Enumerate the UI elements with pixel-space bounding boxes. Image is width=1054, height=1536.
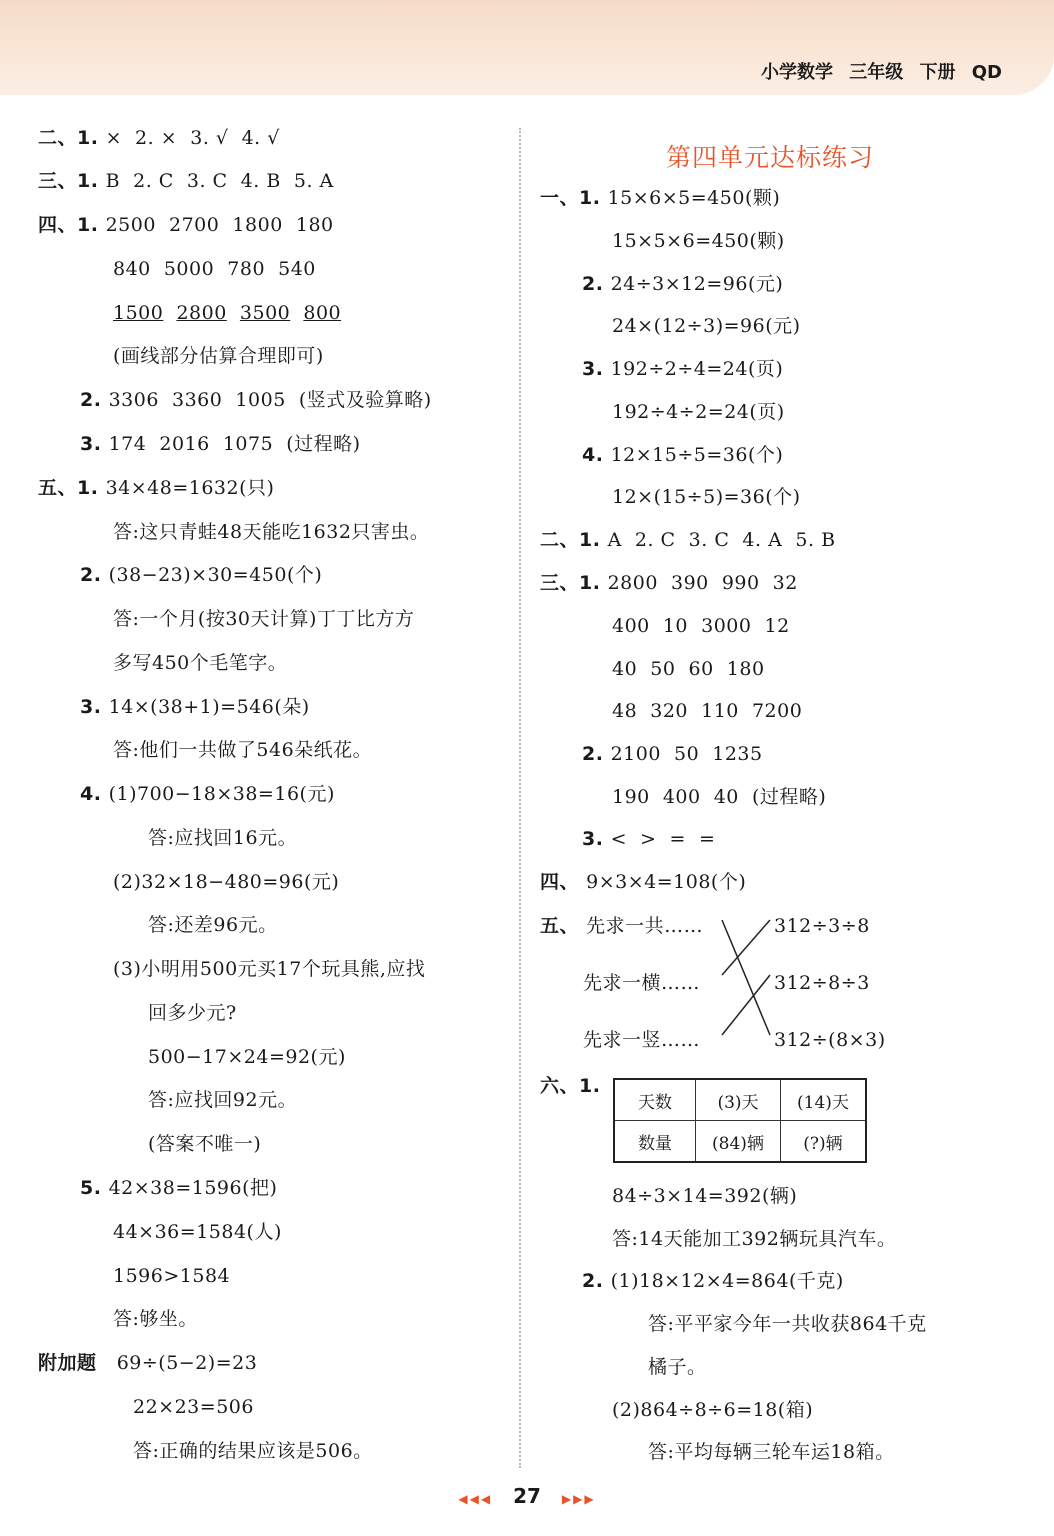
answer-text: 先求一横…… bbox=[583, 972, 701, 994]
right-answer-line bbox=[582, 271, 783, 297]
table-cell: (14)天 bbox=[781, 1079, 867, 1121]
right-answer-line bbox=[540, 913, 703, 939]
question-label: 六、1. bbox=[540, 1075, 608, 1097]
answer-text: × 2. × 3. √ 4. √ bbox=[105, 127, 280, 149]
answer-text: 3306 3360 1005 (竖式及验算略) bbox=[108, 389, 432, 411]
right-answer-line bbox=[540, 869, 746, 895]
next-marks: ▶▶▶ bbox=[561, 1492, 596, 1506]
answer-text: 1596>1584 bbox=[113, 1265, 231, 1287]
answer-text: 42×38=1596(把) bbox=[108, 1177, 278, 1199]
left-answer-line bbox=[113, 1306, 198, 1332]
question-label: 2. bbox=[582, 743, 611, 765]
answer-text: (1)18×12×4=864(千克) bbox=[610, 1270, 844, 1292]
left-answer-line bbox=[113, 1219, 282, 1245]
answer-text: 192÷2÷4=24(页) bbox=[610, 358, 784, 380]
answer-text: 先求一竖…… bbox=[583, 1029, 701, 1051]
right-answer-line bbox=[582, 442, 783, 468]
answer-text: 答:应找回16元。 bbox=[148, 827, 298, 849]
left-answer-line bbox=[38, 168, 334, 194]
answer-text: 400 10 3000 12 bbox=[612, 615, 790, 637]
right-answer-line bbox=[612, 399, 785, 425]
question-label: 二、1. bbox=[540, 529, 608, 551]
answer-text: 2100 50 1235 bbox=[610, 743, 763, 765]
left-answer-line bbox=[38, 475, 274, 501]
question-label: 二、1. bbox=[38, 127, 106, 149]
right-answer-line bbox=[612, 228, 785, 254]
right-answer-line bbox=[612, 1397, 813, 1423]
left-answer-line bbox=[113, 1263, 230, 1289]
answer-text: < > = = bbox=[610, 828, 716, 850]
question-label: 2. bbox=[80, 564, 109, 586]
right-answer-line bbox=[648, 1439, 895, 1465]
section-title: 第四单元达标练习 bbox=[665, 143, 874, 172]
right-answer-line bbox=[612, 784, 826, 810]
answer-text: 12×15÷5=36(个) bbox=[610, 444, 784, 466]
answer-text: 312÷(8×3) bbox=[774, 1029, 886, 1051]
right-answer-line bbox=[583, 1027, 700, 1053]
answer-text: 192÷4÷2=24(页) bbox=[612, 401, 785, 423]
question-label: 3. bbox=[582, 828, 611, 850]
right-answer-line bbox=[582, 356, 783, 382]
left-answer-line bbox=[148, 1000, 237, 1026]
answer-text: 答:这只青蛙48天能吃1632只害虫。 bbox=[113, 521, 430, 543]
answer-text: 48 320 110 7200 bbox=[612, 700, 803, 722]
answer-text: 答:还差96元。 bbox=[148, 914, 278, 936]
table-cell: (84)辆 bbox=[696, 1121, 781, 1163]
table-row bbox=[614, 1079, 866, 1121]
question-label: 5. bbox=[80, 1177, 109, 1199]
matching-lines bbox=[712, 915, 782, 1045]
left-answer-line bbox=[148, 912, 278, 938]
underlined-estimate: 3500 bbox=[239, 302, 291, 324]
answer-text: 15×5×6=450(颗) bbox=[612, 230, 785, 252]
answer-text: 500−17×24=92(元) bbox=[148, 1046, 346, 1068]
right-answer-line bbox=[582, 826, 715, 852]
left-answer-line bbox=[80, 1175, 277, 1201]
data-table bbox=[613, 1078, 867, 1163]
left-answer-line bbox=[38, 212, 334, 238]
answer-text: 312÷8÷3 bbox=[774, 972, 870, 994]
left-answer-line bbox=[80, 387, 432, 413]
left-answer-line bbox=[113, 343, 324, 369]
left-answer-line bbox=[113, 737, 372, 763]
answer-text: A 2. C 3. C 4. A 5. B bbox=[607, 529, 836, 551]
question-label: 4. bbox=[582, 444, 611, 466]
left-answer-line bbox=[113, 650, 287, 676]
running-header: 小学数学 三年级 下册 QD bbox=[760, 62, 1002, 83]
answer-text: 14×(38+1)=546(朵) bbox=[108, 696, 310, 718]
page-footer bbox=[0, 1484, 1054, 1508]
left-answer-line bbox=[148, 1087, 297, 1113]
answer-text: 答:平均每辆三轮车运18箱。 bbox=[648, 1441, 895, 1463]
right-answer-line bbox=[612, 698, 802, 724]
right-answer-line bbox=[540, 185, 780, 211]
left-answer-line bbox=[113, 519, 429, 545]
left-answer-line bbox=[113, 869, 339, 895]
right-answer-line bbox=[648, 1354, 707, 1380]
left-answer-line bbox=[113, 606, 414, 632]
answer-text: 34×48=1632(只) bbox=[105, 477, 275, 499]
answer-text: 24÷3×12=96(元) bbox=[610, 273, 784, 295]
left-answer-line bbox=[113, 300, 341, 326]
answer-text: (答案不唯一) bbox=[148, 1133, 262, 1155]
answer-text: 9×3×4=108(个) bbox=[586, 871, 747, 893]
right-answer-line bbox=[540, 570, 798, 596]
answer-text: (1)700−18×38=16(元) bbox=[108, 783, 335, 805]
answer-text: 15×6×5=450(颗) bbox=[607, 187, 781, 209]
question-label: 3. bbox=[80, 433, 109, 455]
table-cell: (3)天 bbox=[696, 1079, 781, 1121]
right-answer-line bbox=[612, 1183, 797, 1209]
left-answer-line bbox=[80, 781, 335, 807]
question-label: 三、1. bbox=[540, 572, 608, 594]
question-label: 五、 bbox=[540, 915, 587, 937]
answer-text: 190 400 40 (过程略) bbox=[612, 786, 827, 808]
right-answer-line bbox=[774, 970, 870, 996]
answer-text: 答:正确的结果应该是506。 bbox=[133, 1440, 373, 1462]
answer-text: 答:应找回92元。 bbox=[148, 1089, 298, 1111]
answer-text: 答:一个月(按30天计算)丁丁比方方 bbox=[113, 608, 415, 630]
right-answer-line bbox=[612, 1226, 896, 1252]
answer-text: (2)864÷8÷6=18(箱) bbox=[612, 1399, 814, 1421]
right-answer-line bbox=[774, 1027, 886, 1053]
left-answer-line bbox=[133, 1394, 254, 1420]
answer-text: 174 2016 1075 (过程略) bbox=[108, 433, 361, 455]
left-answer-line bbox=[148, 1044, 346, 1070]
question-label: 3. bbox=[80, 696, 109, 718]
answer-text: 答:平平家今年一共收获864千克 bbox=[648, 1313, 927, 1335]
answer-text: 312÷3÷8 bbox=[774, 915, 870, 937]
left-answer-line bbox=[113, 956, 425, 982]
question-label: 3. bbox=[582, 358, 611, 380]
left-answer-line bbox=[80, 562, 322, 588]
answer-text: (38−23)×30=450(个) bbox=[108, 564, 323, 586]
question-label: 4. bbox=[80, 783, 109, 805]
left-answer-line bbox=[133, 1438, 373, 1464]
answer-text: 840 5000 780 540 bbox=[113, 258, 316, 280]
left-answer-line bbox=[148, 825, 297, 851]
right-answer-line bbox=[612, 484, 801, 510]
prev-marks: ◀◀◀ bbox=[458, 1492, 493, 1506]
answer-text: 24×(12÷3)=96(元) bbox=[612, 315, 801, 337]
answer-text: (画线部分估算合理即可) bbox=[113, 345, 324, 367]
answer-text: 多写450个毛笔字。 bbox=[113, 652, 288, 674]
table-cell: (?)辆 bbox=[781, 1121, 867, 1163]
answer-text: 22×23=506 bbox=[133, 1396, 254, 1418]
answer-text: 12×(15÷5)=36(个) bbox=[612, 486, 801, 508]
right-answer-line bbox=[582, 741, 763, 767]
right-answer-line bbox=[612, 613, 790, 639]
answer-text: 2500 2700 1800 180 bbox=[105, 214, 334, 236]
question-label: 2. bbox=[80, 389, 109, 411]
underlined-estimate: 1500 bbox=[113, 302, 164, 324]
right-answer-line bbox=[648, 1311, 927, 1337]
left-answer-line bbox=[80, 431, 361, 457]
answer-text: 2800 390 990 32 bbox=[607, 572, 798, 594]
column-divider bbox=[519, 128, 521, 1468]
underlined-estimate: 800 bbox=[303, 302, 342, 324]
question-label: 四、1. bbox=[38, 214, 106, 236]
answer-text: 84÷3×14=392(辆) bbox=[612, 1185, 798, 1207]
right-answer-line bbox=[612, 656, 765, 682]
question-label: 三、1. bbox=[38, 170, 106, 192]
underlined-estimate: 2800 bbox=[176, 302, 227, 324]
question-label: 附加题 bbox=[38, 1352, 104, 1374]
answer-text: 答:够坐。 bbox=[113, 1308, 198, 1330]
left-answer-line bbox=[38, 1350, 257, 1376]
answer-text: 69÷(5−2)=23 bbox=[103, 1352, 258, 1374]
table-cell: 数量 bbox=[614, 1121, 696, 1163]
question-label: 四、 bbox=[540, 871, 587, 893]
right-answer-line bbox=[612, 313, 801, 339]
answer-text: 答:14天能加工392辆玩具汽车。 bbox=[612, 1228, 897, 1250]
answer-text: B 2. C 3. C 4. B 5. A bbox=[105, 170, 334, 192]
right-answer-line bbox=[582, 1268, 844, 1294]
page-number: 27 bbox=[513, 1484, 541, 1508]
right-answer-line bbox=[583, 970, 700, 996]
answer-text: 40 50 60 180 bbox=[612, 658, 765, 680]
table-row bbox=[614, 1121, 866, 1163]
left-answer-line bbox=[148, 1131, 261, 1157]
left-answer-line bbox=[113, 256, 316, 282]
answer-text: 44×36=1584(人) bbox=[113, 1221, 282, 1243]
answer-text: (3)小明用500元买17个玩具熊,应找 bbox=[113, 958, 426, 980]
table-cell: 天数 bbox=[614, 1079, 696, 1121]
question-label: 2. bbox=[582, 1270, 611, 1292]
left-answer-line bbox=[38, 125, 280, 151]
answer-text: 橘子。 bbox=[648, 1356, 707, 1378]
question-label: 一、1. bbox=[540, 187, 608, 209]
right-answer-line bbox=[540, 527, 836, 553]
left-answer-line bbox=[80, 694, 310, 720]
question-label: 2. bbox=[582, 273, 611, 295]
right-answer-line bbox=[540, 1073, 608, 1099]
answer-text: (2)32×18−480=96(元) bbox=[113, 871, 340, 893]
question-label: 五、1. bbox=[38, 477, 106, 499]
answer-text: 回多少元? bbox=[148, 1002, 237, 1024]
answer-text: 答:他们一共做了546朵纸花。 bbox=[113, 739, 373, 761]
right-answer-line bbox=[774, 913, 870, 939]
answer-text: 先求一共…… bbox=[586, 915, 704, 937]
